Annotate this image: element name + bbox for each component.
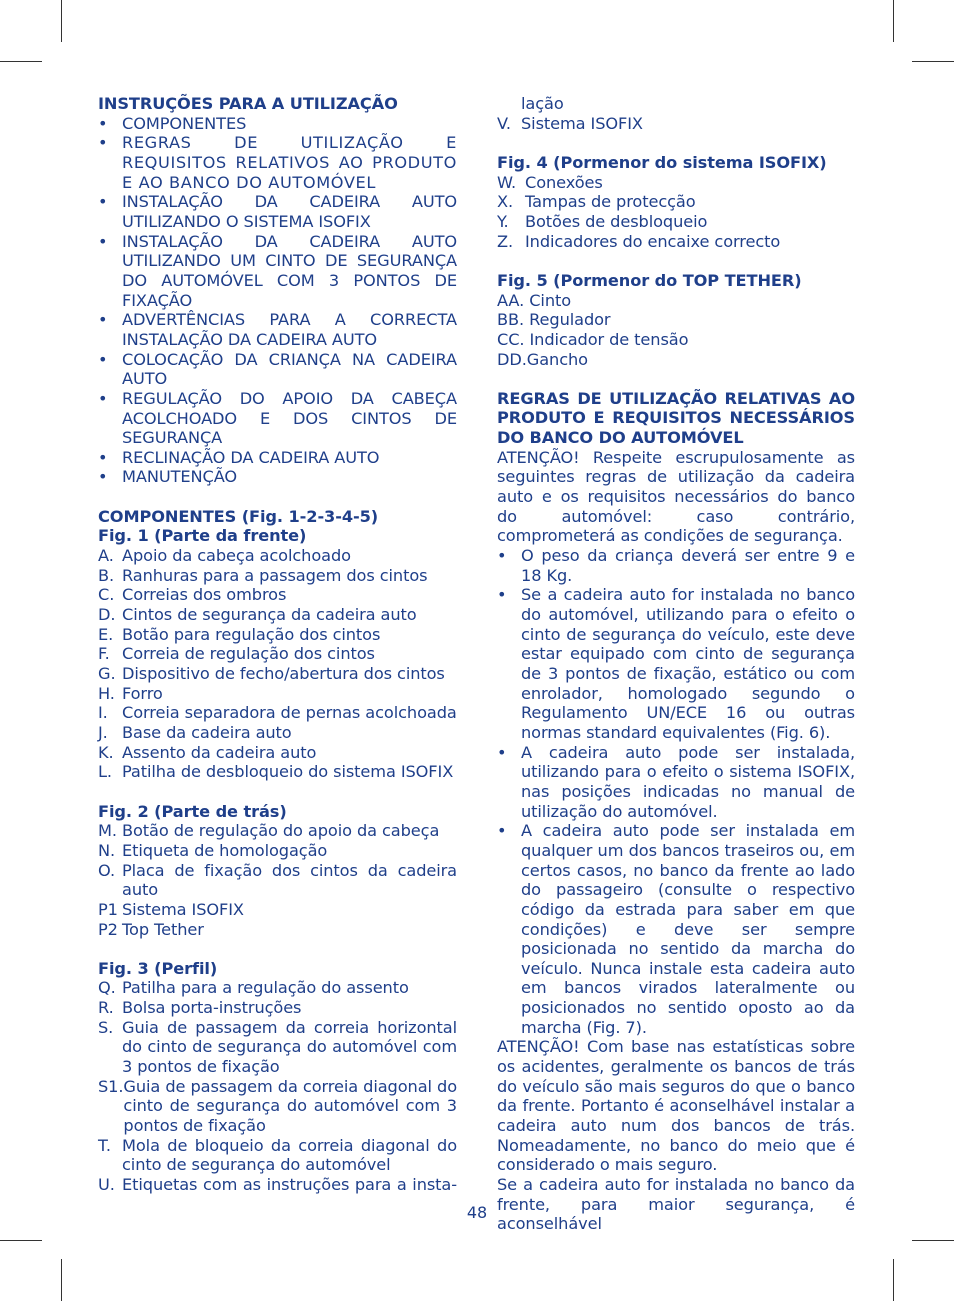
toc-list — [98, 114, 457, 487]
rules-list — [497, 546, 855, 1037]
left-column — [98, 94, 457, 1195]
list-item: T. Mola de bloqueio da correia diagonal do cinto de segurança do automóvel — [98, 1135, 457, 1175]
toc-item: • RECLINAÇÃO DA CADEIRA AUTO — [98, 447, 380, 467]
list-item: D. Cintos de segurança da cadeira auto — [98, 605, 417, 625]
toc-item: • REGULAÇÃO DO APOIO DA CABEÇA ACOLCHOADO E DOS CINTOS DE SEGURANÇA — [98, 388, 457, 448]
fig1-title: Fig. 1 (Parte da frente) — [98, 526, 307, 546]
list-item: G. Dispositivo de fecho/abertura dos cintos — [98, 664, 445, 684]
list-item: AA. Cinto — [497, 290, 572, 310]
list-item: F. Correia de regulação dos cintos — [98, 644, 375, 664]
crop-mark — [912, 61, 954, 62]
crop-mark — [61, 0, 62, 42]
fig4-list — [497, 173, 855, 252]
crop-mark — [0, 61, 42, 62]
list-item: C. Correias dos ombros — [98, 585, 287, 605]
list-item: Q. Patilha para a regulação do assento — [98, 978, 409, 998]
toc-item: • COMPONENTES — [98, 113, 247, 133]
list-item: L. Patilha de desbloqueio do sistema ISOFIX — [98, 762, 454, 782]
list-item: J. Base da cadeira auto — [98, 722, 292, 742]
list-item: H. Forro — [98, 683, 163, 703]
crop-mark — [893, 0, 894, 42]
list-item: V. Sistema ISOFIX — [497, 113, 643, 133]
components-title: COMPONENTES (Fig. 1-2-3-4-5) — [98, 506, 379, 526]
list-item: X. Tampas de protecção — [497, 192, 696, 212]
rule-item: • O peso da criança deverá ser entre 9 e 18 Kg. — [497, 546, 855, 585]
toc-item: • ADVERTÊNCIAS PARA A CORRECTA INSTALAÇÃO DA CADEIRA AUTO — [98, 310, 457, 349]
rules-intro: ATENÇÃO! Respeite escrupulosamente as seguintes regras de utilização da cadeira auto e os requisitos necessários do banco do automóvel: caso contrário, comprometerá as condições de segurança. — [497, 447, 855, 546]
list-item: P2 Top Tether — [98, 919, 204, 939]
rule-item: • A cadeira auto pode ser instalada em qualquer um dos bancos traseiros ou, em certos casos, no banco da frente ao lado do passageiro (consulte o respectivo código da estrada para saber em que condições) e deve ser sempre posicionada no sentido da marcha do veículo. Nunca instale esta cadeira auto em bancos virados lateralmente ou posicionados no sentido oposto ao da marcha (Fig. 7). — [497, 821, 855, 1037]
list-item: O. Placa de fixação dos cintos da cadeira auto — [98, 860, 457, 900]
list-item: M. Botão de regulação do apoio da cabeça — [98, 821, 440, 841]
warning-paragraph: ATENÇÃO! Com base nas estatísticas sobre os acidentes, geralmente os bancos de trás do veículo são mais seguros do que o banco da frente. Portanto é aconselhável instalar a cadeira auto num dos bancos de trás. Nomeadamente, no banco do meio que é considerado o mais seguro. — [497, 1037, 855, 1175]
list-item: R. Bolsa porta-instruções — [98, 998, 302, 1018]
fig5-list — [497, 291, 855, 370]
fig4-title: Fig. 4 (Pormenor do sistema ISOFIX) — [497, 152, 827, 172]
toc-item: • MANUTENÇÃO — [98, 467, 238, 487]
toc-title: INSTRUÇÕES PARA A UTILIZAÇÃO — [98, 94, 398, 113]
list-item: DD.Gancho — [497, 349, 588, 369]
list-item: S. Guia de passagem da correia horizontal do cinto de segurança do automóvel com 3 pontos de fixação — [98, 1017, 457, 1077]
list-item: B. Ranhuras para a passagem dos cintos — [98, 565, 428, 585]
crop-mark — [0, 1240, 42, 1241]
list-item: W. Conexões — [497, 172, 603, 192]
toc-item: • REGRAS DE UTILIZAÇÃO E REQUISITOS RELATIVOS AO PRODUTO E AO BANCO DO AUTOMÓVEL — [98, 133, 457, 192]
fig2-title: Fig. 2 (Parte de trás) — [98, 801, 287, 821]
list-item: K. Assento da cadeira auto — [98, 742, 317, 762]
fig3-list — [98, 978, 457, 1194]
list-item: S1. Guia de passagem da correia diagonal do cinto de segurança do automóvel com 3 pontos de fixação — [98, 1076, 457, 1136]
u-continuation: lação — [521, 94, 564, 113]
list-item: P1 Sistema ISOFIX — [98, 899, 244, 919]
toc-item: • INSTALAÇÃO DA CADEIRA AUTO UTILIZANDO O SISTEMA ISOFIX — [98, 192, 457, 231]
last-paragraph: Se a cadeira auto for instalada no banco da frente, para maior segurança, é aconselhável — [497, 1175, 855, 1234]
list-item: BB. Regulador — [497, 310, 611, 330]
list-item: I. Correia separadora de pernas acolchoada — [98, 703, 457, 723]
fig1-list — [98, 546, 457, 782]
toc-item: • INSTALAÇÃO DA CADEIRA AUTO UTILIZANDO UM CINTO DE SEGURANÇA DO AUTOMÓVEL COM 3 PONTOS DE FIXAÇÃO — [98, 231, 457, 310]
crop-mark — [912, 1240, 954, 1241]
fig2-list — [98, 821, 457, 939]
list-item: CC. Indicador de tensão — [497, 329, 689, 349]
crop-mark — [61, 1259, 62, 1301]
crop-mark — [893, 1259, 894, 1301]
toc-item: • COLOCAÇÃO DA CRIANÇA NA CADEIRA AUTO — [98, 349, 457, 389]
rule-item: • A cadeira auto pode ser instalada, utilizando para o efeito o sistema ISOFIX, nas posições indicadas no manual de utilização do automóvel. — [497, 742, 855, 821]
list-item: E. Botão para regulação dos cintos — [98, 624, 381, 644]
list-item: N. Etiqueta de homologação — [98, 840, 328, 860]
page-number: 48 — [466, 1203, 488, 1222]
fig3-title: Fig. 3 (Perfil) — [98, 958, 218, 978]
right-column — [497, 94, 855, 1234]
list-item: U. Etiquetas com as instruções para a insta- — [98, 1175, 457, 1195]
rules-title: REGRAS DE UTILIZAÇÃO RELATIVAS AO PRODUTO E REQUISITOS NECESSÁRIOS DO BANCO DO AUTOMÓVEL — [497, 388, 855, 448]
list-item: A. Apoio da cabeça acolchoado — [98, 546, 351, 566]
rule-item: • Se a cadeira auto for instalada no banco do automóvel, utilizando para o efeito o cinto de segurança do veículo, este deve estar equipado com cinto de segurança de 3 pontos de fixação, estático ou com enrolador, homologado segundo o Regulamento UN/ECE 16 ou outras normas standard equivalentes (Fig. 6). — [497, 585, 855, 742]
list-item: Y. Botões de desbloqueio — [497, 211, 708, 231]
fig5-title: Fig. 5 (Pormenor do TOP TETHER) — [497, 270, 802, 290]
list-item: Z. Indicadores do encaixe correcto — [497, 231, 781, 251]
